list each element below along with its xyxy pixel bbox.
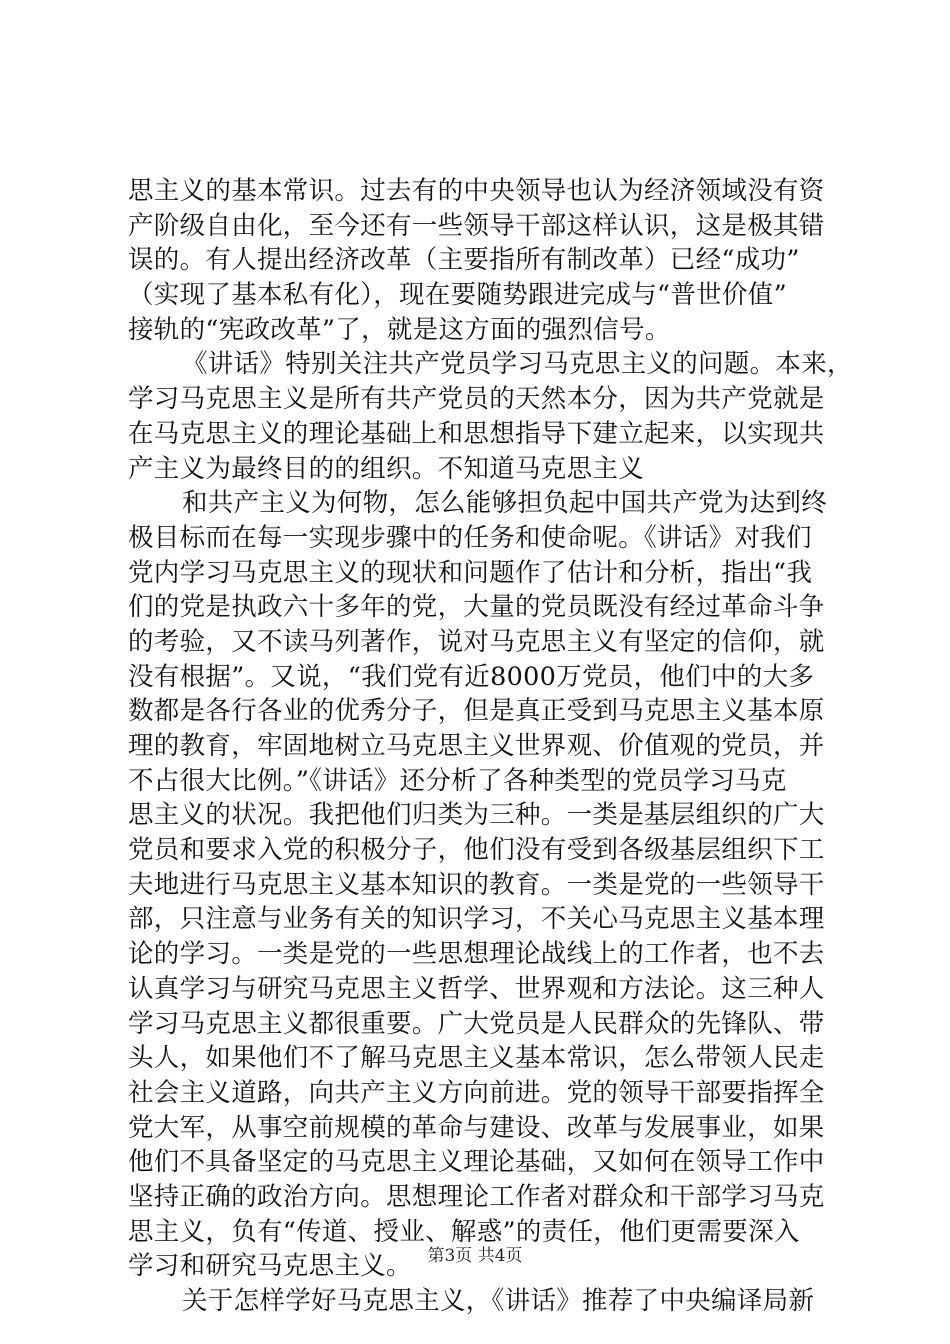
text-line: 坚持正确的政治方向。思想理论工作者对群众和干部学习马克 (128, 1181, 825, 1212)
text-line: 产阶级自由化，至今还有一些领导干部这样认识，这是极其错 (128, 210, 825, 241)
text-line: 接轨的“宪政改革”了，就是这方面的强烈信号。 (128, 314, 671, 345)
text-line: 部，只注意与业务有关的知识学习，不关心马克思主义基本理 (128, 904, 825, 935)
text-line: 产主义为最终目的的组织。不知道马克思主义 (128, 453, 645, 484)
text-line: 思主义的状况。我把他们归类为三种。一类是基层组织的广大 (128, 800, 825, 831)
text-line: 思主义的基本常识。过去有的中央领导也认为经济领域没有资 (128, 176, 825, 206)
text-line: 关于怎样学好马克思主义，《讲话》推荐了中央编译局新 (182, 1286, 815, 1316)
text-line: 没有根据”。又说，“我们党有近8000万党员，他们中的大多 (128, 661, 815, 692)
text-line: 党员和要求入党的积极分子，他们没有受到各级基层组织下工 (128, 835, 825, 866)
text-line: 极目标而在每一实现步骤中的任务和使命呢。《讲话》对我们 (128, 522, 812, 553)
text-line: 党大军，从事空前规模的革命与建设、改革与发展事业，如果 (128, 1112, 825, 1143)
text-line: 学习马克思主义都很重要。广大党员是人民群众的先锋队、带 (128, 1008, 825, 1039)
text-line: 他们不具备坚定的马克思主义理论基础，又如何在领导工作中 (128, 1147, 825, 1178)
text-line: 学习马克思主义是所有共产党员的天然本分，因为共产党就是 (128, 384, 825, 415)
text-line: 学习和研究马克思主义。 (128, 1251, 412, 1282)
text-line: 党内学习马克思主义的现状和问题作了估计和分析，指出“我 (128, 557, 813, 588)
text-line: 论的学习。一类是党的一些思想理论战线上的工作者，也不去 (128, 939, 825, 970)
text-line: 数都是各行各业的优秀分子，但是真正受到马克思主义基本原 (128, 696, 825, 727)
text-line: 的考验，又不读马列著作，说对马克思主义有坚定的信仰，就 (128, 626, 825, 657)
text-line: 理的教育，牢固地树立马克思主义世界观、价值观的党员，并 (128, 731, 825, 761)
text-line: 和共产主义为何物，怎么能够担负起中国共产党为达到终 (182, 488, 828, 519)
text-line: 思主义，负有“传道、授业、解惑”的责任，他们更需要深入 (128, 1216, 800, 1247)
body-text (128, 174, 853, 1319)
text-line: 社会主义道路，向共产主义方向前进。党的领导干部要指挥全 (128, 1077, 825, 1108)
page-footer: 第3页 共4页 (427, 1246, 523, 1266)
text-line: 不占很大比例。”《讲话》还分析了各种类型的党员学习马克 (128, 765, 787, 796)
text-line: 《讲话》特别关注共产党员学习马克思主义的问题。本来， (182, 349, 853, 380)
text-line: 头人，如果他们不了解马克思主义基本常识，怎么带领人民走 (128, 1043, 825, 1074)
text-line: 夫地进行马克思主义基本知识的教育。一类是党的一些领导干 (128, 869, 825, 900)
text-line: 在马克思主义的理论基础上和思想指导下建立起来，以实现共 (128, 418, 825, 449)
text-line: 们的党是执政六十多年的党，大量的党员既没有经过革命斗争 (128, 592, 825, 623)
text-line: （实现了基本私有化），现在要随势跟进完成与“普世价值” (128, 280, 787, 311)
text-line: 误的。有人提出经济改革（主要指所有制改革）已经“成功” (128, 245, 800, 276)
text-line: 认真学习与研究马克思主义哲学、世界观和方法论。这三种人 (128, 973, 825, 1004)
